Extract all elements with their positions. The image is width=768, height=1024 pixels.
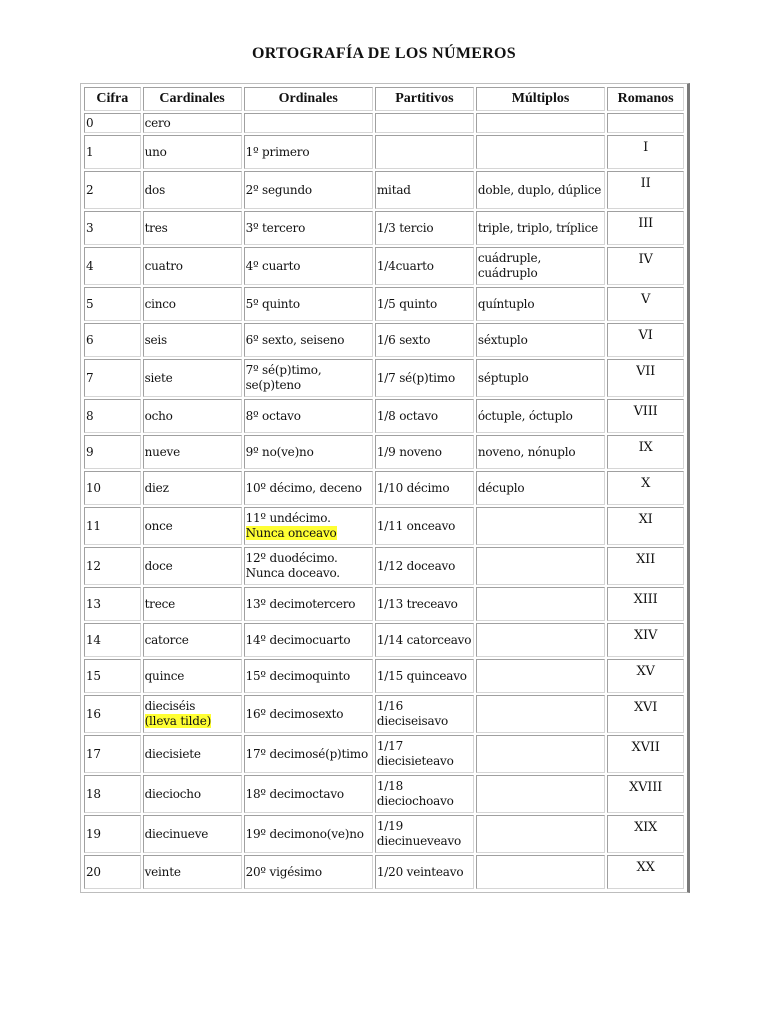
partitivo-cell-text: 1/14 catorceavo [376, 632, 472, 647]
cardinal-cell [143, 547, 242, 585]
ordinal-cell-text: 5º quinto [245, 296, 300, 311]
romano-cell-text: XIX [634, 820, 658, 835]
header-multiplos: Múltiplos [476, 87, 605, 111]
cifra-cell-text: 14 [86, 632, 101, 647]
ordinal-cell-text: 3º tercero [245, 220, 306, 235]
partitivo-cell-text: 1/19 diecinueveavo [376, 819, 462, 848]
cardinal-cell [143, 471, 242, 505]
romano-cell [607, 471, 684, 505]
multiplo-cell [476, 471, 605, 505]
ordinal-cell [244, 113, 373, 133]
table-row [84, 855, 684, 889]
cardinal-cell [143, 323, 242, 357]
ordinal-cell [244, 695, 373, 733]
partitivo-cell [375, 113, 474, 133]
partitivo-cell-text: 1/12 doceavo [376, 558, 456, 573]
table-row [84, 323, 684, 357]
table-row [84, 623, 684, 657]
cardinal-cell-text: nueve [144, 444, 181, 459]
romano-cell-text: XVII [631, 740, 660, 755]
cifra-cell-text: 8 [86, 408, 94, 423]
cardinal-cell-text: cero [144, 115, 171, 130]
page-title: ORTOGRAFÍA DE LOS NÚMEROS [251, 45, 516, 62]
partitivo-cell [375, 815, 474, 853]
romano-cell [607, 855, 684, 889]
partitivo-cell [375, 659, 474, 693]
cardinal-cell [143, 855, 242, 889]
partitivo-cell [375, 507, 474, 545]
table-row [84, 287, 684, 321]
multiplo-cell [476, 659, 605, 693]
partitivo-cell [375, 547, 474, 585]
ordinal-cell [244, 659, 373, 693]
cifra-cell-text: 11 [86, 518, 101, 533]
ordinal-cell [244, 587, 373, 621]
table-body [84, 113, 684, 889]
cifra-cell [84, 471, 141, 505]
table-row [84, 247, 684, 285]
cifra-cell-text: 20 [86, 864, 101, 879]
cardinal-cell-text: doce [144, 558, 173, 573]
multiplo-cell [476, 623, 605, 657]
nunca-note: Nunca doceavo. [245, 566, 340, 580]
ordinal-cell-text: 7º sé(p)timo, se(p)teno [245, 363, 322, 392]
multiplo-cell-text: doble, duplo, dúplice [477, 182, 602, 197]
cardinal-cell [143, 135, 242, 169]
romano-cell [607, 135, 684, 169]
multiplo-cell [476, 735, 605, 773]
cardinal-cell [143, 695, 242, 733]
romano-cell [607, 435, 684, 469]
table-row [84, 775, 684, 813]
ordinal-cell [244, 547, 373, 585]
romano-cell-text: X [641, 476, 651, 491]
cardinal-cell-text: dieciocho [144, 786, 201, 801]
ordinal-cell-text: 14º decimocuarto [245, 632, 351, 647]
romano-cell [607, 507, 684, 545]
romano-cell-text: IX [638, 440, 653, 455]
ordinal-cell [244, 435, 373, 469]
multiplo-cell-text: décuplo [477, 480, 525, 495]
cardinal-cell-text: catorce [144, 632, 189, 647]
cardinal-cell [143, 735, 242, 773]
cardinal-cell-text: cuatro [144, 258, 183, 273]
ordinal-cell-text: 16º decimosexto [245, 706, 344, 721]
partitivo-cell [375, 695, 474, 733]
cifra-cell [84, 135, 141, 169]
ordinal-cell [244, 135, 373, 169]
cardinal-cell [143, 287, 242, 321]
cifra-cell [84, 623, 141, 657]
cifra-cell [84, 659, 141, 693]
romano-cell-text: XVI [634, 700, 658, 715]
multiplo-cell [476, 135, 605, 169]
ordinal-cell [244, 507, 373, 545]
cardinal-cell [143, 171, 242, 209]
partitivo-cell [375, 855, 474, 889]
cifra-cell [84, 247, 141, 285]
multiplo-cell-text: óctuple, óctuplo [477, 408, 573, 423]
cifra-cell-text: 7 [86, 370, 94, 385]
cifra-cell [84, 775, 141, 813]
partitivo-cell-text: 1/10 décimo [376, 480, 450, 495]
multiplo-cell [476, 815, 605, 853]
cifra-cell [84, 815, 141, 853]
numbers-table-frame [80, 83, 690, 893]
multiplo-cell [476, 247, 605, 285]
romano-cell-text: XIV [634, 628, 658, 643]
romano-cell [607, 211, 684, 245]
partitivo-cell-text: 1/20 veinteavo [376, 864, 464, 879]
ordinal-cell [244, 359, 373, 397]
cardinal-cell-text: siete [144, 370, 173, 385]
ordinal-cell-text: 13º decimotercero [245, 596, 356, 611]
header-cardinales: Cardinales [143, 87, 242, 111]
cifra-cell-text: 0 [86, 115, 94, 130]
romano-cell-text: XIII [633, 592, 658, 607]
cardinal-cell [143, 399, 242, 433]
cifra-cell [84, 359, 141, 397]
cifra-cell-text: 12 [86, 558, 101, 573]
partitivo-cell-text: 1/15 quinceavo [376, 668, 467, 683]
cardinal-cell [143, 435, 242, 469]
partitivo-cell-text: 1/8 octavo [376, 408, 438, 423]
header-romanos: Romanos [607, 87, 684, 111]
cifra-cell-text: 15 [86, 668, 101, 683]
multiplo-cell [476, 287, 605, 321]
cifra-cell-text: 18 [86, 786, 101, 801]
cifra-cell [84, 211, 141, 245]
table-row [84, 815, 684, 853]
romano-cell-text: XV [636, 664, 655, 679]
partitivo-cell [375, 211, 474, 245]
nunca-note: Nunca onceavo [245, 526, 337, 540]
multiplo-cell [476, 547, 605, 585]
romano-cell-text: VIII [633, 404, 658, 419]
ordinal-cell-text: 18º decimoctavo [245, 786, 344, 801]
multiplo-cell [476, 113, 605, 133]
partitivo-cell-text: 1/6 sexto [376, 332, 431, 347]
partitivo-cell-text: mitad [376, 182, 411, 197]
cardinal-cell [143, 775, 242, 813]
multiplo-cell [476, 435, 605, 469]
cardinal-cell-text: quince [144, 668, 185, 683]
ordinal-cell [244, 247, 373, 285]
romano-cell [607, 659, 684, 693]
romano-cell [607, 735, 684, 773]
cifra-cell-text: 19 [86, 826, 101, 841]
table-row [84, 435, 684, 469]
multiplo-cell-text: quíntuplo [477, 296, 535, 311]
ordinal-cell-text: 15º decimoquinto [245, 668, 351, 683]
table-row [84, 695, 684, 733]
ordinal-cell [244, 815, 373, 853]
cifra-cell-text: 4 [86, 258, 94, 273]
ordinal-cell [244, 471, 373, 505]
cifra-cell [84, 695, 141, 733]
ordinal-cell [244, 399, 373, 433]
cifra-cell [84, 735, 141, 773]
romano-cell-text: XX [636, 860, 655, 875]
partitivo-cell-text: 1/17 diecisieteavo [376, 739, 454, 768]
partitivo-cell [375, 287, 474, 321]
ordinal-cell-text: 1º primero [245, 144, 310, 159]
partitivo-cell [375, 623, 474, 657]
cifra-cell [84, 507, 141, 545]
romano-cell-text: III [638, 216, 653, 231]
partitivo-cell [375, 171, 474, 209]
cifra-cell-text: 5 [86, 296, 94, 311]
table-row [84, 399, 684, 433]
ordinal-cell [244, 855, 373, 889]
table-row [84, 659, 684, 693]
header-row [84, 87, 684, 111]
partitivo-cell [375, 247, 474, 285]
table-row [84, 211, 684, 245]
cardinal-cell-text: diecinueve [144, 826, 209, 841]
table-row [84, 135, 684, 169]
cifra-cell [84, 287, 141, 321]
cardinal-cell-text: dieciséis [144, 699, 196, 713]
ordinal-cell-text: 2º segundo [245, 182, 312, 197]
ordinal-cell-text: 4º cuarto [245, 258, 301, 273]
partitivo-cell-text: 1/4cuarto [376, 258, 434, 273]
cifra-cell-text: 3 [86, 220, 94, 235]
cifra-cell [84, 171, 141, 209]
cardinal-cell-text: ocho [144, 408, 173, 423]
table-row [84, 359, 684, 397]
ordinal-cell-text: 11º undécimo. [245, 511, 331, 525]
multiplo-cell [476, 323, 605, 357]
romano-cell [607, 287, 684, 321]
cardinal-cell-text: trece [144, 596, 176, 611]
cardinal-cell [143, 247, 242, 285]
ordinal-cell [244, 323, 373, 357]
multiplo-cell-text: cuádruple, cuádruplo [477, 251, 542, 280]
multiplo-cell [476, 507, 605, 545]
romano-cell [607, 359, 684, 397]
cifra-cell [84, 323, 141, 357]
romano-cell [607, 547, 684, 585]
cifra-cell-text: 16 [86, 706, 101, 721]
table-row [84, 547, 684, 585]
tilde-note: (lleva tilde) [144, 714, 212, 728]
multiplo-cell [476, 695, 605, 733]
partitivo-cell [375, 471, 474, 505]
ordinal-cell [244, 211, 373, 245]
table-row [84, 587, 684, 621]
romano-cell-text: VII [636, 364, 656, 379]
multiplo-cell [476, 211, 605, 245]
cifra-cell-text: 17 [86, 746, 101, 761]
cardinal-cell-text: dos [144, 182, 166, 197]
multiplo-cell [476, 855, 605, 889]
partitivo-cell-text: 1/3 tercio [376, 220, 434, 235]
partitivo-cell-text: 1/11 onceavo [376, 518, 456, 533]
romano-cell-text: XI [638, 512, 653, 527]
cardinal-cell [143, 113, 242, 133]
romano-cell-text: XVIII [629, 780, 663, 795]
partitivo-cell-text: 1/16 dieciseisavo [376, 699, 449, 728]
header-partitivos: Partitivos [375, 87, 474, 111]
partitivo-cell [375, 359, 474, 397]
romano-cell [607, 171, 684, 209]
cardinal-cell [143, 211, 242, 245]
table-row [84, 113, 684, 133]
partitivo-cell [375, 435, 474, 469]
partitivo-cell [375, 735, 474, 773]
cardinal-cell-text: veinte [144, 864, 181, 879]
romano-cell [607, 815, 684, 853]
ordinal-cell-text: 20º vigésimo [245, 864, 322, 879]
cifra-cell [84, 547, 141, 585]
header-ordinales: Ordinales [244, 87, 373, 111]
romano-cell [607, 587, 684, 621]
partitivo-cell [375, 399, 474, 433]
romano-cell-text: XII [636, 552, 656, 567]
romano-cell [607, 323, 684, 357]
partitivo-cell-text: 1/7 sé(p)timo [376, 370, 455, 385]
partitivo-cell-text: 1/9 noveno [376, 444, 442, 459]
ordinal-cell-text: 9º no(ve)no [245, 444, 314, 459]
romano-cell [607, 113, 684, 133]
cifra-cell-text: 6 [86, 332, 94, 347]
ordinal-cell-text: 17º decimosé(p)timo [245, 746, 369, 761]
table-row [84, 471, 684, 505]
romano-cell [607, 775, 684, 813]
multiplo-cell [476, 587, 605, 621]
partitivo-cell [375, 775, 474, 813]
cardinal-cell-text: once [144, 518, 173, 533]
cifra-cell-text: 13 [86, 596, 101, 611]
cardinal-cell [143, 815, 242, 853]
partitivo-cell-text: 1/13 treceavo [376, 596, 458, 611]
multiplo-cell [476, 775, 605, 813]
table-row [84, 171, 684, 209]
cifra-cell-text: 1 [86, 144, 94, 159]
numbers-table [82, 85, 686, 891]
ordinal-cell-text: 19º decimono(ve)no [245, 826, 364, 841]
multiplo-cell-text: noveno, nónuplo [477, 444, 576, 459]
multiplo-cell-text: séptuplo [477, 370, 529, 385]
multiplo-cell-text: séxtuplo [477, 332, 528, 347]
romano-cell-text: IV [638, 252, 653, 267]
romano-cell-text: II [640, 176, 651, 191]
cardinal-cell [143, 623, 242, 657]
ordinal-cell [244, 735, 373, 773]
cardinal-cell-text: cinco [144, 296, 176, 311]
ordinal-cell [244, 171, 373, 209]
ordinal-cell-text: 8º octavo [245, 408, 301, 423]
romano-cell [607, 399, 684, 433]
cardinal-cell-text: uno [144, 144, 167, 159]
header-cifra: Cifra [84, 87, 141, 111]
cardinal-cell [143, 587, 242, 621]
cardinal-cell-text: seis [144, 332, 168, 347]
multiplo-cell [476, 171, 605, 209]
cardinal-cell-text: diecisiete [144, 746, 201, 761]
multiplo-cell-text: triple, triplo, tríplice [477, 220, 599, 235]
romano-cell [607, 247, 684, 285]
ordinal-cell-text: 10º décimo, deceno [245, 480, 362, 495]
cifra-cell-text: 9 [86, 444, 94, 459]
partitivo-cell [375, 135, 474, 169]
ordinal-cell-text: 12º duodécimo. [245, 551, 338, 565]
cifra-cell-text: 10 [86, 480, 101, 495]
romano-cell [607, 623, 684, 657]
partitivo-cell-text: 1/5 quinto [376, 296, 438, 311]
cardinal-cell-text: diez [144, 480, 169, 495]
ordinal-cell [244, 287, 373, 321]
romano-cell [607, 695, 684, 733]
cifra-cell [84, 587, 141, 621]
ordinal-cell-text: 6º sexto, seiseno [245, 332, 345, 347]
cifra-cell [84, 855, 141, 889]
multiplo-cell [476, 359, 605, 397]
partitivo-cell [375, 587, 474, 621]
table-row [84, 507, 684, 545]
romano-cell-text: V [640, 292, 651, 307]
partitivo-cell [375, 323, 474, 357]
romano-cell-text: VI [638, 328, 653, 343]
romano-cell-text: I [643, 140, 649, 155]
cardinal-cell [143, 359, 242, 397]
cifra-cell [84, 399, 141, 433]
cifra-cell [84, 435, 141, 469]
multiplo-cell [476, 399, 605, 433]
cardinal-cell [143, 659, 242, 693]
cardinal-cell-text: tres [144, 220, 168, 235]
table-row [84, 735, 684, 773]
ordinal-cell [244, 623, 373, 657]
cardinal-cell [143, 507, 242, 545]
cifra-cell-text: 2 [86, 182, 94, 197]
partitivo-cell-text: 1/18 dieciochoavo [376, 779, 454, 808]
ordinal-cell [244, 775, 373, 813]
cifra-cell [84, 113, 141, 133]
